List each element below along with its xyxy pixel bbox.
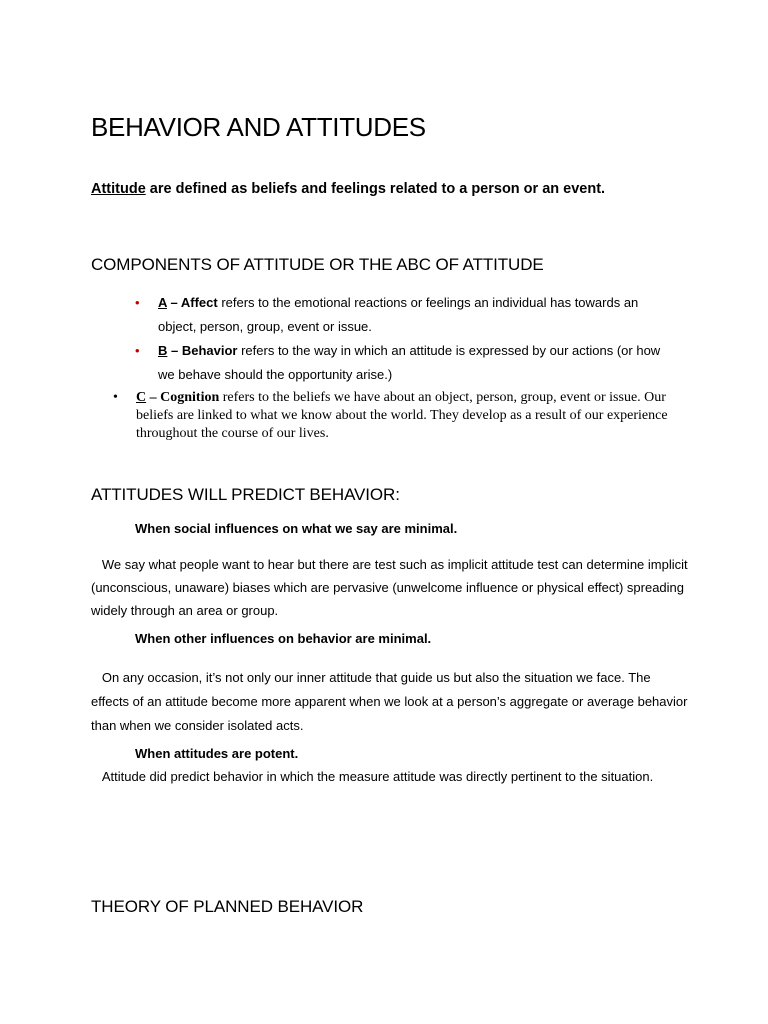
- attitude-definition: [91, 181, 605, 197]
- condition-heading: When attitudes are potent.: [135, 746, 299, 761]
- abc-description: refers to the way in which an attitude is expressed by our actions (or how we behave should the opportunity arise.): [158, 343, 661, 382]
- abc-key-affect: [158, 295, 218, 310]
- definition-term: Attitude: [91, 181, 146, 197]
- abc-label: – Behavior: [167, 343, 238, 358]
- condition-heading: When social influences on what we say are minimal.: [135, 521, 458, 536]
- abc-letter: A: [158, 295, 167, 310]
- abc-key-cognition: [136, 390, 219, 405]
- abc-letter: B: [158, 343, 168, 358]
- bullet-icon: •: [135, 295, 140, 310]
- definition-text: are defined as beliefs and feelings related to a person or an event.: [145, 181, 606, 197]
- condition-paragraph: On any occasion, it’s not only our inner attitude that guide us but also the situation we face. The effects of an attitude become more apparent when we look at a person’s aggregate or average behavior than when we consider isolated acts.: [91, 670, 692, 733]
- page-title: BEHAVIOR AND ATTITUDES: [91, 112, 426, 142]
- predict-heading: ATTITUDES WILL PREDICT BEHAVIOR:: [91, 485, 400, 504]
- abc-label: – Affect: [166, 295, 218, 310]
- abc-item-affect: [135, 291, 680, 339]
- condition-heading: When other influences on behavior are minimal.: [135, 631, 432, 646]
- bullet-icon: •: [113, 390, 118, 405]
- components-heading: COMPONENTS OF ATTITUDE OR THE ABC OF ATTITUDE: [91, 255, 544, 274]
- abc-letter: C: [136, 390, 147, 405]
- condition-paragraph: Attitude did predict behavior in which the measure attitude was directly pertinent to the situation.: [91, 769, 654, 784]
- abc-description: refers to the beliefs we have about an object, person, group, event or issue. Our beliefs are linked to what we know about the world. They develop as a result of our experience throughout the course of our lives.: [136, 390, 668, 441]
- theory-heading: THEORY OF PLANNED BEHAVIOR: [91, 897, 364, 916]
- abc-description: refers to the emotional reactions or feelings an individual has towards an object, person, group, event or issue.: [158, 295, 639, 334]
- bullet-icon: •: [135, 343, 140, 358]
- abc-key-behavior: [158, 343, 237, 358]
- abc-label: – Cognition: [146, 390, 220, 405]
- abc-item-cognition: [113, 389, 673, 443]
- abc-item-behavior: [135, 339, 680, 387]
- condition-paragraph: We say what people want to hear but there are test such as implicit attitude test can determine implicit (unconscious, unaware) biases which are pervasive (unwelcome influence or physical effect) spreading widely through an area or group.: [91, 557, 692, 618]
